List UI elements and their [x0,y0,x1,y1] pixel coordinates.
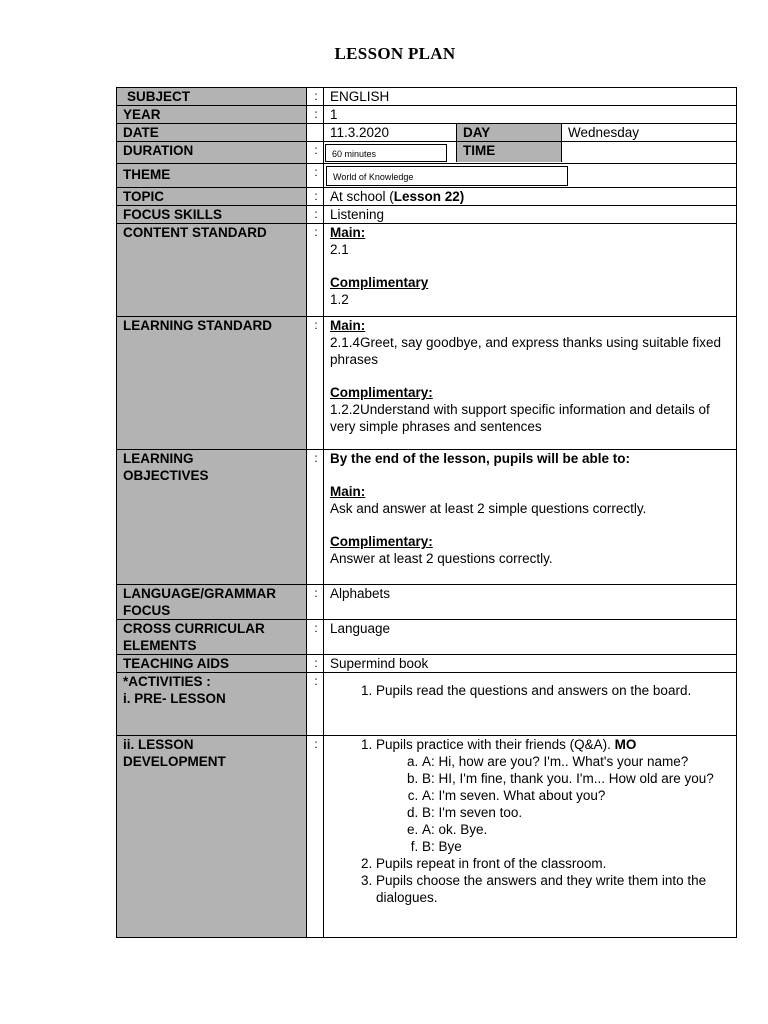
value-focus-skills: Listening [324,206,737,224]
value-date: 11.3.2020 [330,125,390,140]
row-date [117,124,737,142]
row-learning-standard [117,317,737,450]
row-topic [117,188,737,206]
colon: : [307,450,324,585]
row-language-focus [117,585,737,620]
list-item: f. B: Bye [422,838,732,855]
pre-lesson-list [330,682,732,699]
colon: : [307,736,324,938]
label-teaching-aids: TEACHING AIDS [117,655,307,673]
row-content-standard [117,224,737,317]
list-item: b. B: HI, I'm fine, thank you. I'm... How old are you? [422,770,732,787]
label-theme: THEME [117,164,307,188]
lesson-plan-table [116,87,737,938]
label-year: YEAR [117,106,307,124]
colon: : [307,317,324,450]
value-learning-objectives: By the end of the lesson, pupils will be able to: Main: Ask and answer at least 2 simple questions correctly. Complimentary: Answer at least 2 questions correctly. [324,450,737,585]
colon: : [307,142,324,164]
list-item: 1. Pupils read the questions and answers on the board. [376,682,732,699]
label-pre-lesson: *ACTIVITIES : i. PRE- LESSON [117,673,307,736]
row-year [117,106,737,124]
value-teaching-aids: Supermind book [324,655,737,673]
row-theme [117,164,737,188]
colon: : [307,188,324,206]
label-date: DATE [117,124,307,142]
label-focus-skills: FOCUS SKILLS [117,206,307,224]
list-item: 2. Pupils repeat in front of the classroom. [376,855,732,872]
colon: : [307,655,324,673]
label-time: TIME [456,142,562,162]
row-focus-skills [117,206,737,224]
row-teaching-aids [117,655,737,673]
label-subject: SUBJECT [117,88,307,106]
colon: : [307,620,324,655]
list-item: e. A: ok. Bye. [422,821,732,838]
row-learning-objectives [117,450,737,585]
value-theme: World of Knowledge [326,166,568,186]
value-year: 1 [324,106,737,124]
value-content-standard: Main: 2.1 Complimentary 1.2 [324,224,737,317]
colon: : [307,673,324,736]
label-lesson-development: ii. LESSON DEVELOPMENT [117,736,307,938]
value-lesson-development [324,736,737,938]
colon: : [307,164,324,188]
page-title: LESSON PLAN [334,44,456,63]
list-item: 3. Pupils choose the answers and they write them into the dialogues. [376,872,732,906]
row-duration [117,142,737,164]
lesson-development-list [330,736,732,906]
dialogue-list [376,753,732,855]
value-language-focus: Alphabets [324,585,737,620]
value-time [562,142,736,162]
value-duration: 60 minutes [325,144,447,162]
label-cross-curricular: CROSS CURRICULAR ELEMENTS [117,620,307,655]
label-language-focus: LANGUAGE/GRAMMAR FOCUS [117,585,307,620]
label-content-standard: CONTENT STANDARD [117,224,307,317]
colon: : [307,585,324,620]
value-cross-curricular: Language [324,620,737,655]
list-item: d. B: I'm seven too. [422,804,732,821]
list-item: 1. Pupils practice with their friends (Q&A). MO a. A: Hi, how are you? I'm.. What's your name? b. B: HI, I'm fine, thank you. I'm... How old are you? c. A: I'm seven. What about you? d. B: I'm seven too. e. A: ok. Bye. f. B: Bye [376,736,732,855]
row-lesson-development [117,736,737,938]
row-pre-lesson [117,673,737,736]
label-learning-standard: LEARNING STANDARD [117,317,307,450]
value-learning-standard: Main: 2.1.4Greet, say goodbye, and express thanks using suitable fixed phrases Complimentary: 1.2.2Understand with support specific information and details of very simple phrases and sentences [324,317,737,450]
row-subject [117,88,737,106]
colon: : [307,206,324,224]
label-duration: DURATION [117,142,307,164]
row-cross-curricular [117,620,737,655]
colon: : [307,224,324,317]
value-day: Wednesday [568,125,640,140]
list-item: c. A: I'm seven. What about you? [422,787,732,804]
label-learning-objectives: LEARNING OBJECTIVES [117,450,307,585]
value-topic: At school (Lesson 22) [324,188,737,206]
label-topic: TOPIC [117,188,307,206]
value-pre-lesson [324,673,737,736]
value-subject: ENGLISH [324,88,737,106]
list-item: a. A: Hi, how are you? I'm.. What's your name? [422,753,732,770]
colon: : [307,106,324,124]
colon: : [307,88,324,106]
label-day: DAY [456,124,562,141]
